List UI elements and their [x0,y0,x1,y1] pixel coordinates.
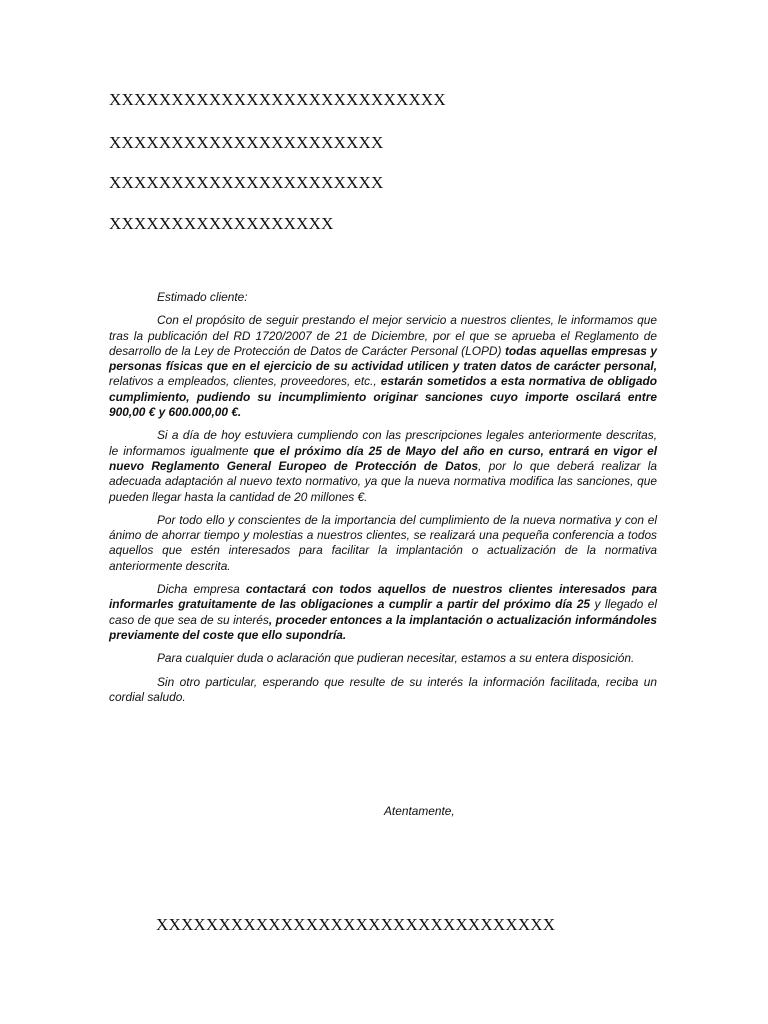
paragraph-4 [109,582,657,643]
p1-text-2: relativos a empleados, clientes, proveedores, etc., [109,374,381,389]
p4-text-1: Dicha empresa [157,582,246,597]
recipient-line-1: XXXXXXXXXXXXXXXXXXXXXXXXXXX [109,90,446,109]
paragraph-5: Para cualquier duda o aclaración que pudieran necesitar, estamos a su entera disposición. [157,651,635,666]
p4-text-2: y llegado el caso de que sea de su interés [109,597,657,627]
paragraph-2 [109,428,657,504]
recipient-line-4: XXXXXXXXXXXXXXXXXX [109,214,334,233]
p2-bold-1: que el próximo día 25 de Mayo del año en curso, entrará en vigor el nuevo Reglamento General Europeo de Protección de Datos [109,443,657,473]
p2-text-2: , por lo que deberá realizar la adecuada adaptación al nuevo texto normativo, ya que la nueva normativa modifica las sanciones, que pueden llegar hasta la cantidad de 20 millones €. [109,458,657,504]
paragraph-1 [109,313,657,420]
paragraph-6: Sin otro particular, esperando que resulte de su interés la información facilitada, reciba un cordial saludo. [109,674,657,704]
letter-body [109,290,657,713]
p1-text-1: Con el propósito de seguir prestando el mejor servicio a nuestros clientes, le informamos que tras la publicación del RD 1720/2007 de 21 de Diciembre, por el que se aprueba el Reglamento de desarrollo de la Ley de Protección de Datos de Carácter Personal (LOPD) [109,313,657,358]
recipient-line-3: XXXXXXXXXXXXXXXXXXXXXX [109,173,384,192]
paragraph-3: Por todo ello y conscientes de la importancia del cumplimiento de la nueva normativa y con el ánimo de ahorrar tiempo y molestias a nuestros clientes, se realizará una pequeña conferencia a todos aquellos que estén interesados para facilitar la implantación o actualización de la normativa anteriormente descrita. [109,512,657,573]
closing-text: Atentamente, [384,804,455,818]
recipient-line-2: XXXXXXXXXXXXXXXXXXXXXX [109,133,384,152]
p1-bold-1: todas aquellas empresas y personas físicas que en el ejercicio de su actividad utilicen y traten datos de carácter personal, [109,343,657,374]
p1-bold-2: estarán sometidos a esta normativa de obligado cumplimiento, pudiendo su incumplimiento originar sanciones cuyo importe oscilará entre 900,00 € y 600.000,00 €. [109,374,657,420]
p2-text-1: Si a día de hoy estuviera cumpliendo con las prescripciones legales anteriormente descritas, le informamos igualmente [109,428,657,458]
p4-bold-1: contactará con todos aquellos de nuestros clientes interesados para informarles gratuitamente de las obligaciones a cumplir a partir del próximo día 25 [109,582,657,612]
signature-line: XXXXXXXXXXXXXXXXXXXXXXXXXXXXXXXX [156,915,556,934]
p4-bold-2: , proceder entonces a la implantación o actualización informándoles previamente del coste que ello supondría. [109,612,657,642]
greeting: Estimado cliente: [157,290,248,304]
